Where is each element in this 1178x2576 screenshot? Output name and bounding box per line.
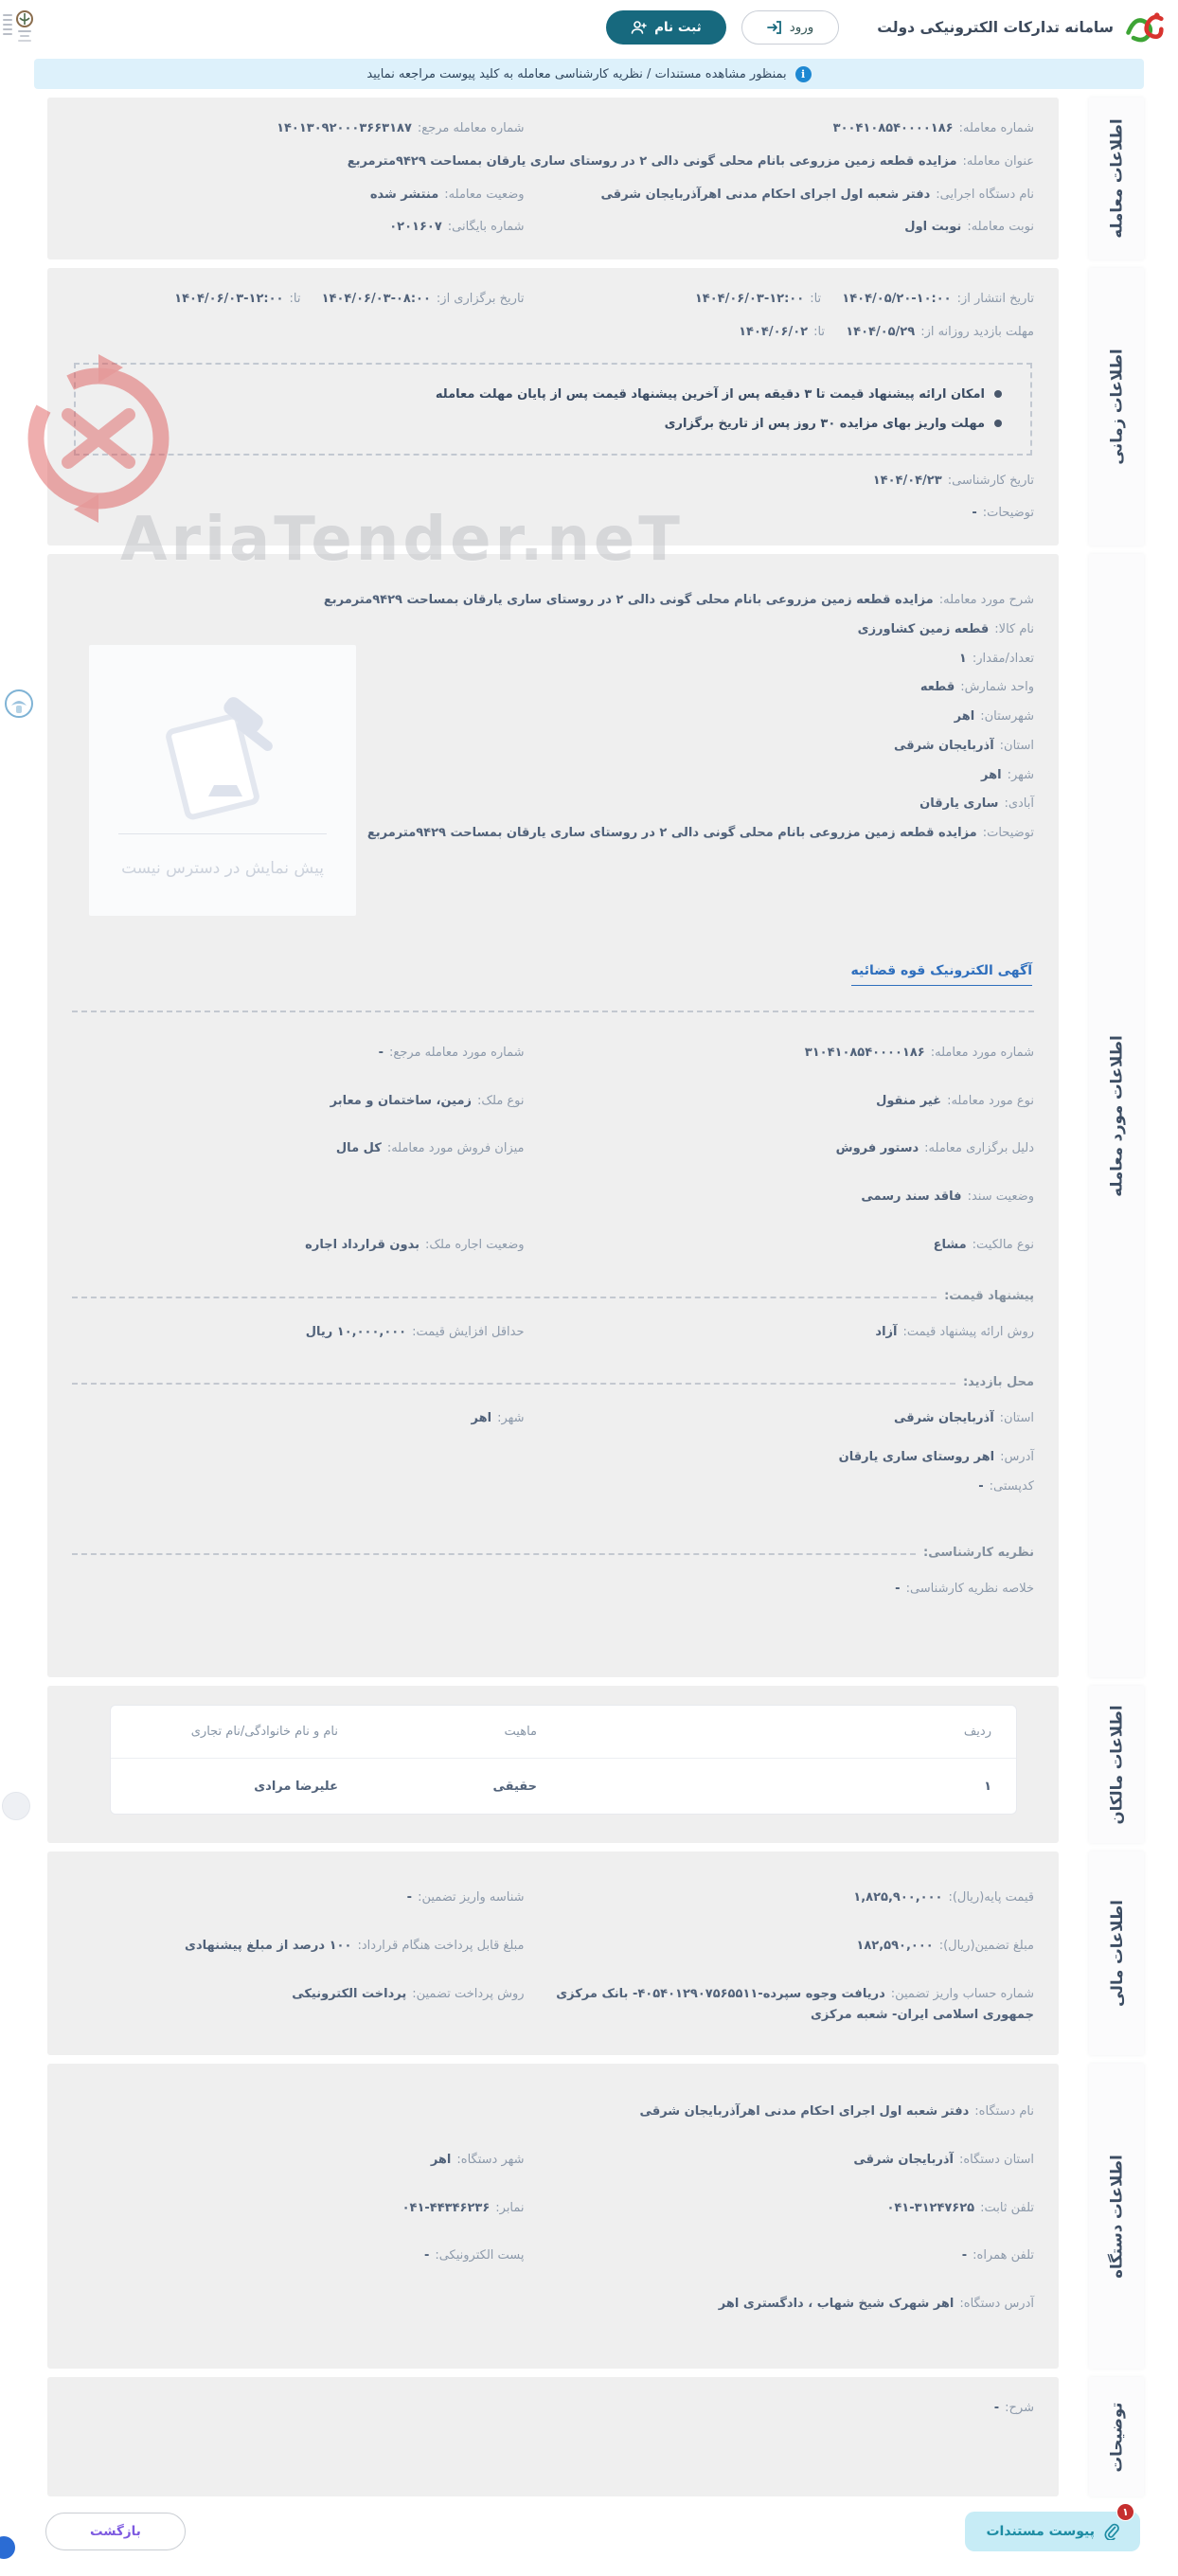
field-device-fax: نمابر:۰۴۱-۴۴۳۴۶۲۳۶ (402, 2200, 525, 2215)
user-plus-icon (631, 20, 647, 35)
field-reason: دلیل برگزاری معامله:دستور فروش (835, 1141, 1034, 1156)
footer-actions (45, 2506, 1140, 2551)
field-item-qty: تعداد/مقدار:۱ (958, 651, 1034, 666)
judiciary-link-row (72, 960, 1034, 978)
field-deposit-id: شناسه واریز تضمین:- (406, 1890, 525, 1905)
info-icon: i (795, 66, 812, 82)
field-item-unit: واحد شمارش:قطعه (919, 680, 1034, 695)
field-notes-desc: شرح:- (993, 2401, 1034, 2415)
section-timing-strip (1089, 268, 1144, 546)
field-item-type: نوع مورد معامله:غیر منقول (876, 1093, 1034, 1108)
field-deal-archive: شماره بایگانی:۰۲۰۱۶۰۷ (389, 220, 525, 235)
top-bar (0, 0, 1178, 55)
timing-note-1: امکان ارائه پیشنهاد قیمت تا ۳ دقیقه پس از آخرین پیشنهاد قیمت پس از پایان مهلت معامله (104, 380, 1002, 409)
section-timing (47, 268, 1144, 546)
section-device-title: اطلاعات دستگاه (1107, 2154, 1126, 2279)
ministry-caption-lines (2, 11, 13, 38)
paperclip-icon (1103, 2523, 1119, 2540)
field-held-range: تاریخ برگزاری از:۱۴۰۴/۰۶/۰۳-۰۸:۰۰ تا:۱۴۰۴/۰۶/۰۳-۱۲:۰۰ (174, 292, 525, 306)
field-device-email: پست الکترونیکی:- (423, 2248, 525, 2263)
field-deal-subject: عنوان معامله:مزایده قطعه زمین مزروعی بانام محلی گونی دالی ۲ در روستای ساری یارقان بمساحت ۹۴۲۹مترمربع (347, 153, 1034, 169)
section-deal-info (47, 98, 1144, 259)
dashed-fill (72, 1383, 955, 1385)
app-title: سامانه تدارکات الکترونیکی دولت (877, 19, 1114, 36)
register-label: ثبت نام (654, 20, 702, 35)
owner-nature: حقیقی (492, 1779, 537, 1794)
owners-table (110, 1705, 1017, 1815)
back-button[interactable]: بازگشت (45, 2513, 186, 2550)
section-item-body (47, 554, 1059, 1677)
field-item-good: نام کالا:قطعه زمین کشاورزی (857, 621, 1034, 636)
field-estate-type: نوع ملک:زمین، ساختمان و معابر (330, 1093, 525, 1108)
dashed-divider (72, 1011, 1034, 1012)
field-pay-method: روش پرداخت تضمین:پرداخت الکترونیکی (292, 1986, 525, 2001)
image-preview-placeholder (89, 645, 356, 916)
section-financial-strip (1089, 1852, 1144, 2055)
field-device-name: نام دستگاه:دفتر شعبه اول اجرای احکام مدنی اهرآذربایجان شرقی (639, 2104, 1034, 2119)
notice-text: بمنظور مشاهده مستندات / نظریه کارشناسی معامله به کلید پیوست مراجعه نمایید (366, 66, 787, 81)
owners-table-row (111, 1759, 1016, 1814)
field-deal-ref: شماره معامله مرجع:۱۴۰۱۳۰۹۲۰۰۰۳۶۶۳۱۸۷ (277, 121, 525, 135)
field-item-city: شهر:اهر (981, 767, 1034, 782)
field-visit-address: آدرس:اهر روستای ساری یارقان (838, 1450, 1034, 1464)
owners-table-header (111, 1706, 1016, 1759)
section-notes-strip (1089, 2377, 1144, 2496)
col-nature-header: ماهیت (504, 1725, 537, 1739)
section-timing-title: اطلاعات زمانی (1107, 349, 1126, 465)
attachments-label: پیوست مستندات (986, 2524, 1095, 2539)
timing-note-2: مهلت واریز بهای مزایده ۳۰ روز پس از تاریخ برگزاری (104, 409, 1002, 438)
field-item-county: شهرستان:اهر (954, 709, 1034, 724)
login-arrow-icon (767, 20, 782, 35)
field-device-mobile: تلفن همراه:- (961, 2248, 1034, 2263)
owner-row-index: ۱ (984, 1779, 991, 1794)
gavel-icon (152, 686, 294, 828)
field-deal-status: وضعیت معامله:منتشر شده (369, 187, 525, 202)
field-device-city: شهر دستگاه:اهر (430, 2152, 525, 2167)
side-logo-faint (2, 1792, 30, 1820)
side-logo-eagle-icon (4, 689, 34, 726)
visit-subheader: محل بازدید: (72, 1375, 1034, 1389)
ministry-emblem-icon (14, 9, 35, 53)
field-visit-province: استان:آذربایجان شرقی (894, 1411, 1034, 1426)
field-publish-range: تاریخ انتشار از:۱۴۰۴/۰۵/۲۰-۱۰:۰۰ تا:۱۴۰۴/۰۶/۰۳-۱۲:۰۰ (694, 292, 1034, 306)
field-expert-summary: خلاصه نظریه کارشناسی:- (895, 1581, 1034, 1596)
section-deal-strip (1089, 98, 1144, 259)
section-financial-title: اطلاعات مالی (1107, 1900, 1126, 2007)
section-financial (47, 1852, 1144, 2055)
section-owners-body (47, 1686, 1059, 1843)
section-notes (47, 2377, 1144, 2496)
field-lease-status: وضعیت اجاره ملک:بدون قرارداد اجاره (305, 1237, 525, 1252)
field-item-notes: توضیحات:مزایده قطعه زمین مزروعی بانام محلی گونی دالی ۲ در روستای ساری یارقان بمساحت ۹۴۲۹مترمربع (366, 826, 1034, 840)
field-visit-range: مهلت بازدید روزانه از:۱۴۰۴/۰۵/۲۹ تا:۱۴۰۴/۰۶/۰۲ (739, 324, 1034, 339)
register-button[interactable] (606, 10, 726, 45)
section-item-title: اطلاعات مورد معامله (1107, 1034, 1126, 1197)
chat-widget-sliver[interactable] (0, 2536, 15, 2559)
attachments-count-badge: ۱ (1116, 2503, 1134, 2521)
price-subheader: پیشنهاد قیمت: (72, 1289, 1034, 1303)
timing-notes-box (74, 363, 1032, 456)
field-guarantee-amount: مبلغ تضمین(ریال):۱۸۲,۵۹۰,۰۰۰ (856, 1938, 1034, 1953)
field-sale-share: میزان فروش مورد معامله:کل مال (335, 1141, 525, 1156)
field-item-ref: شماره مورد معامله مرجع:- (378, 1045, 525, 1060)
field-item-desc: شرح مورد معامله:مزایده قطعه زمین مزروعی بانام محلی گونی دالی ۲ در روستای ساری یارقان بمساحت ۹۴۲۹مترمربع (323, 593, 1034, 607)
field-item-village: آبادی:ساری یارقان (919, 796, 1034, 812)
bullet-dot-icon (994, 420, 1002, 427)
field-device-province: استان دستگاه:آذربایجان شرقی (853, 2152, 1034, 2167)
field-item-number: شماره مورد معامله:۳۱۰۴۱۰۸۵۴۰۰۰۰۱۸۶ (804, 1045, 1034, 1060)
col-name-header: نام و نام خانوادگی/نام تجاری (190, 1725, 338, 1739)
preview-caption: پیش نمایش در دسترس نیست (121, 859, 324, 878)
field-bid-method: روش ارائه پیشنهاد قیمت:آزاد (875, 1324, 1034, 1339)
field-base-price: قیمت پایه(ریال):۱,۸۲۵,۹۰۰,۰۰۰ (853, 1890, 1034, 1905)
field-empty (72, 1187, 525, 1208)
section-owners-title: اطلاعات مالکان (1107, 1705, 1126, 1824)
bullet-dot-icon (994, 390, 1002, 398)
watermark-text: AriaTender.neT (120, 505, 684, 575)
section-owners (47, 1686, 1144, 1843)
field-deal-number: شماره معامله:۳۰۰۴۱۰۸۵۴۰۰۰۰۱۸۶ (832, 121, 1034, 135)
attachments-button[interactable] (965, 2506, 1140, 2551)
col-row-header: ردیف (963, 1725, 991, 1739)
field-timing-desc: توضیحات:- (972, 506, 1034, 521)
field-device-address: آدرس دستگاه:اهر شهرک شیخ شهاب ، دادگستری اهر (718, 2297, 1034, 2311)
section-item-strip (1089, 554, 1144, 1677)
dashed-fill (72, 1553, 916, 1555)
section-financial-body (47, 1852, 1059, 2055)
field-deal-org: نام دستگاه اجرایی:دفتر شعبه اول اجرای احکام مدنی اهرآذربایجان شرقی (600, 187, 1034, 202)
field-postal-code: کدپستی:- (978, 1478, 1034, 1494)
owner-name: علیرضا مرادی (254, 1779, 338, 1794)
field-deal-round: نوبت معامله:نوبت اول (904, 220, 1034, 235)
section-notes-body (47, 2377, 1059, 2496)
field-guarantee-account: شماره حساب واریز تضمین:دریافت وجوه سپرده-۴۰۵۴۰۱۲۹۰۷۵۶۵۵۱۱- بانک مرکزی جمهوری اسلامی ایران- شعبه مرکزی (556, 1986, 1034, 2023)
judiciary-ad-link[interactable]: آگهی الکترونیک قوه قضائیه (851, 963, 1033, 986)
section-item-info (47, 554, 1144, 1677)
setad-logo-icon (1123, 7, 1165, 48)
field-item-province: استان:آذربایجان شرقی (894, 738, 1034, 753)
section-notes-title: توضیحات (1107, 2402, 1126, 2472)
expert-subheader: نظریه کارشناسی: (72, 1546, 1034, 1560)
section-device-strip (1089, 2064, 1144, 2369)
field-expert-date: تاریخ کارشناسی:۱۴۰۴/۰۴/۲۳ (872, 473, 1034, 488)
login-label: ورود (789, 20, 814, 35)
section-deal-body (47, 98, 1059, 259)
field-visit-city: شهر:اهر (471, 1411, 525, 1426)
brand (877, 7, 1165, 48)
dashed-fill (72, 1297, 937, 1298)
section-deal-title: اطلاعات معامله (1107, 118, 1126, 239)
field-payable-amount: مبلغ قابل پرداخت هنگام قرارداد:۱۰۰ درصد از مبلغ پیشنهادی (185, 1938, 525, 1953)
section-device (47, 2064, 1144, 2369)
login-button[interactable] (741, 10, 840, 45)
section-owners-strip (1089, 1686, 1144, 1843)
section-timing-body (47, 268, 1059, 546)
section-device-body (47, 2064, 1059, 2369)
field-min-increase: حداقل افزایش قیمت:۱۰,۰۰۰,۰۰۰ ریال (305, 1324, 525, 1339)
field-ownership: نوع مالکیت:مشاع (933, 1237, 1034, 1252)
notice-bar (34, 59, 1144, 89)
field-deed-status: وضعیت سند:فاقد سند رسمی (861, 1190, 1034, 1204)
field-device-phone: تلفن ثابت:۰۴۱-۳۱۲۴۷۶۲۵ (886, 2200, 1034, 2215)
preview-divider (118, 833, 327, 834)
